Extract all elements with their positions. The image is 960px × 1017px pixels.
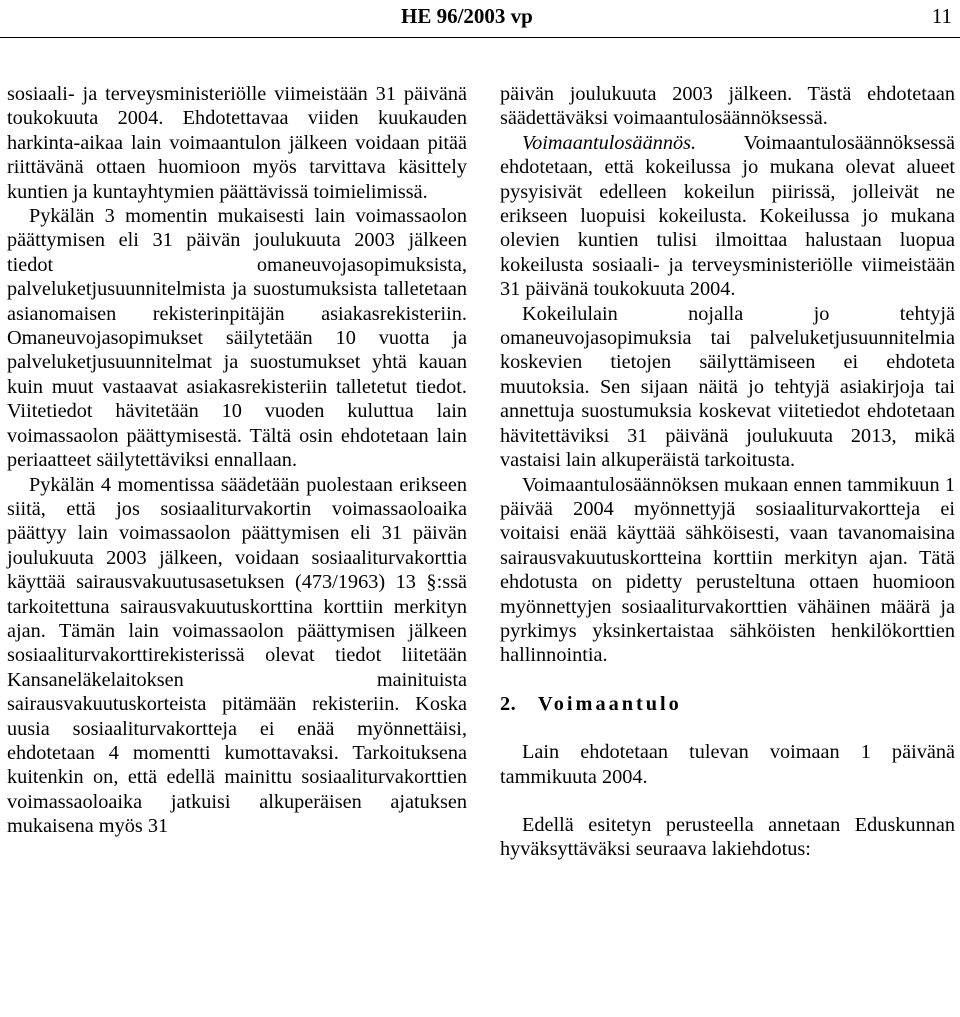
paragraph: Lain ehdotetaan tulevan voimaan 1 päivänä tammikuuta 2004. (500, 741, 955, 788)
paragraph: Edellä esitetyn perusteella annetaan Eduskunnan hyväksyttäväksi seuraava lakiehdotus: (500, 813, 955, 861)
paragraph: Pykälän 4 momentissa säädetään puolestaan erikseen siitä, että jos sosiaaliturvakortin voimassaoloaika päättyy lain voimassaolon päättymisen eli 31 päivän joulukuuta 2003 jälkeen, voidaan sosiaaliturvakorttia käyttää sairausvakuutusasetuksen (473/1963) 13 §:ssä tarkoitettuna sairausvakuutuskorttina korttiin merkityn ajan. Tämän lain voimassaolon päättymisen jälkeen sosiaaliturvakorttirekisterissä olevat tiedot liitetään Kansaneläkelaitoksen mainituista sairausvakuutuskorteista pitämään rekisteriin. Koska uusia sosiaaliturvakortteja ei enää myönnettäisi, ehdotetaan 4 momentti kumottavaksi. Tarkoituksena kuitenkin on, että edellä mainittu sosiaaliturvakorttien voimassaoloaika jatkuisi alkuperäisen ajatuksen mukaisena myös 31 (7, 473, 467, 838)
paragraph-lead: Voimaantulosäännös. (522, 131, 697, 154)
document-title: HE 96/2003 vp (401, 4, 533, 28)
paragraph: päivän joulukuuta 2003 jälkeen. Tästä ehdotetaan säädettäväksi voimaantulosäännöksessä. (500, 83, 955, 130)
section-title: Voimaantulo (538, 692, 682, 715)
paragraph-text: Voimaantulosäännöksessä ehdotetaan, että kokeilussa jo mukana olevat alueet pysyisivät edelleen kokeilun piirissä, jolleivät ne erikseen luopuisi kokeilusta. Kokeilussa jo mukana olevien kuntien tulisi ilmoittaa halustaan luopua kokeilusta sosiaali- ja terveysministeriölle viimeistään 31 päivänä toukokuuta 2004. (500, 131, 955, 301)
page-number: 11 (931, 4, 952, 28)
paragraph: Voimaantulosäännöksen mukaan ennen tammikuun 1 päivää 2004 myönnettyjä sosiaaliturvakortteja ei voitaisi enää käyttää sähköisesti, vaan tavanomaisina sairausvakuutuskortteina korttiin merkityn ajan. Tätä ehdotusta on pidetty perusteltuna ottaen huomioon myönnettyjen sosiaaliturvakorttien vähäinen määrä ja pyrkimys yksinkertaistaa sähköisten henkilökorttien hallinnointia. (500, 473, 955, 667)
paragraph: Kokeilulain nojalla jo tehtyjä omaneuvojasopimuksia tai palveluketjusuunnitelmia koskevien tietojen säilyttämiseen ei ehdoteta muutoksia. Sen sijaan näitä jo tehtyjä asiakirjoja tai annettuja suostumuksia koskevat viitetiedot ehdotetaan hävitettäviksi 31 päivänä joulukuuta 2013, mikä vastaisi lain alkuperäistä tarkoitusta. (500, 302, 955, 472)
left-column (7, 82, 467, 839)
page-header (0, 0, 960, 40)
section-heading (500, 692, 955, 716)
paragraph: Pykälän 3 momentin mukaisesti lain voimassaolon päättymisen eli 31 päivän joulukuuta 2003 jälkeen tiedot omaneuvojasopimuksista, palveluketjusuunnitelmista ja suostumuksista talletetaan asianomaisen rekisterinpitäjän asiakasrekisteriin. Omaneuvojasopimukset säilytetään 10 vuotta ja palveluketjusuunnitelmat ja suostumukset yhtä kauan kuin muut vastaavat asiakasrekisteriin talletetut tiedot. Viitetiedot hävitetään 10 vuoden kuluttua lain voimassaolon päättymisestä. Tältä osin ehdotetaan lain periaatteet säilytettäviksi ennallaan. (7, 205, 467, 472)
section-number: 2. (500, 692, 517, 715)
header-divider (0, 37, 960, 38)
right-column (500, 82, 955, 862)
paragraph: sosiaali- ja terveysministeriölle viimeistään 31 päivänä toukokuuta 2004. Ehdotettavaa viiden kuukauden harkinta-aikaa lain voimaantulon jälkeen voidaan pitää riittävänä ottaen huomioon myös tarvittava käsittely kuntien ja kuntayhtymien päättävissä toimielimissä. (7, 83, 467, 203)
paragraph (500, 131, 955, 302)
